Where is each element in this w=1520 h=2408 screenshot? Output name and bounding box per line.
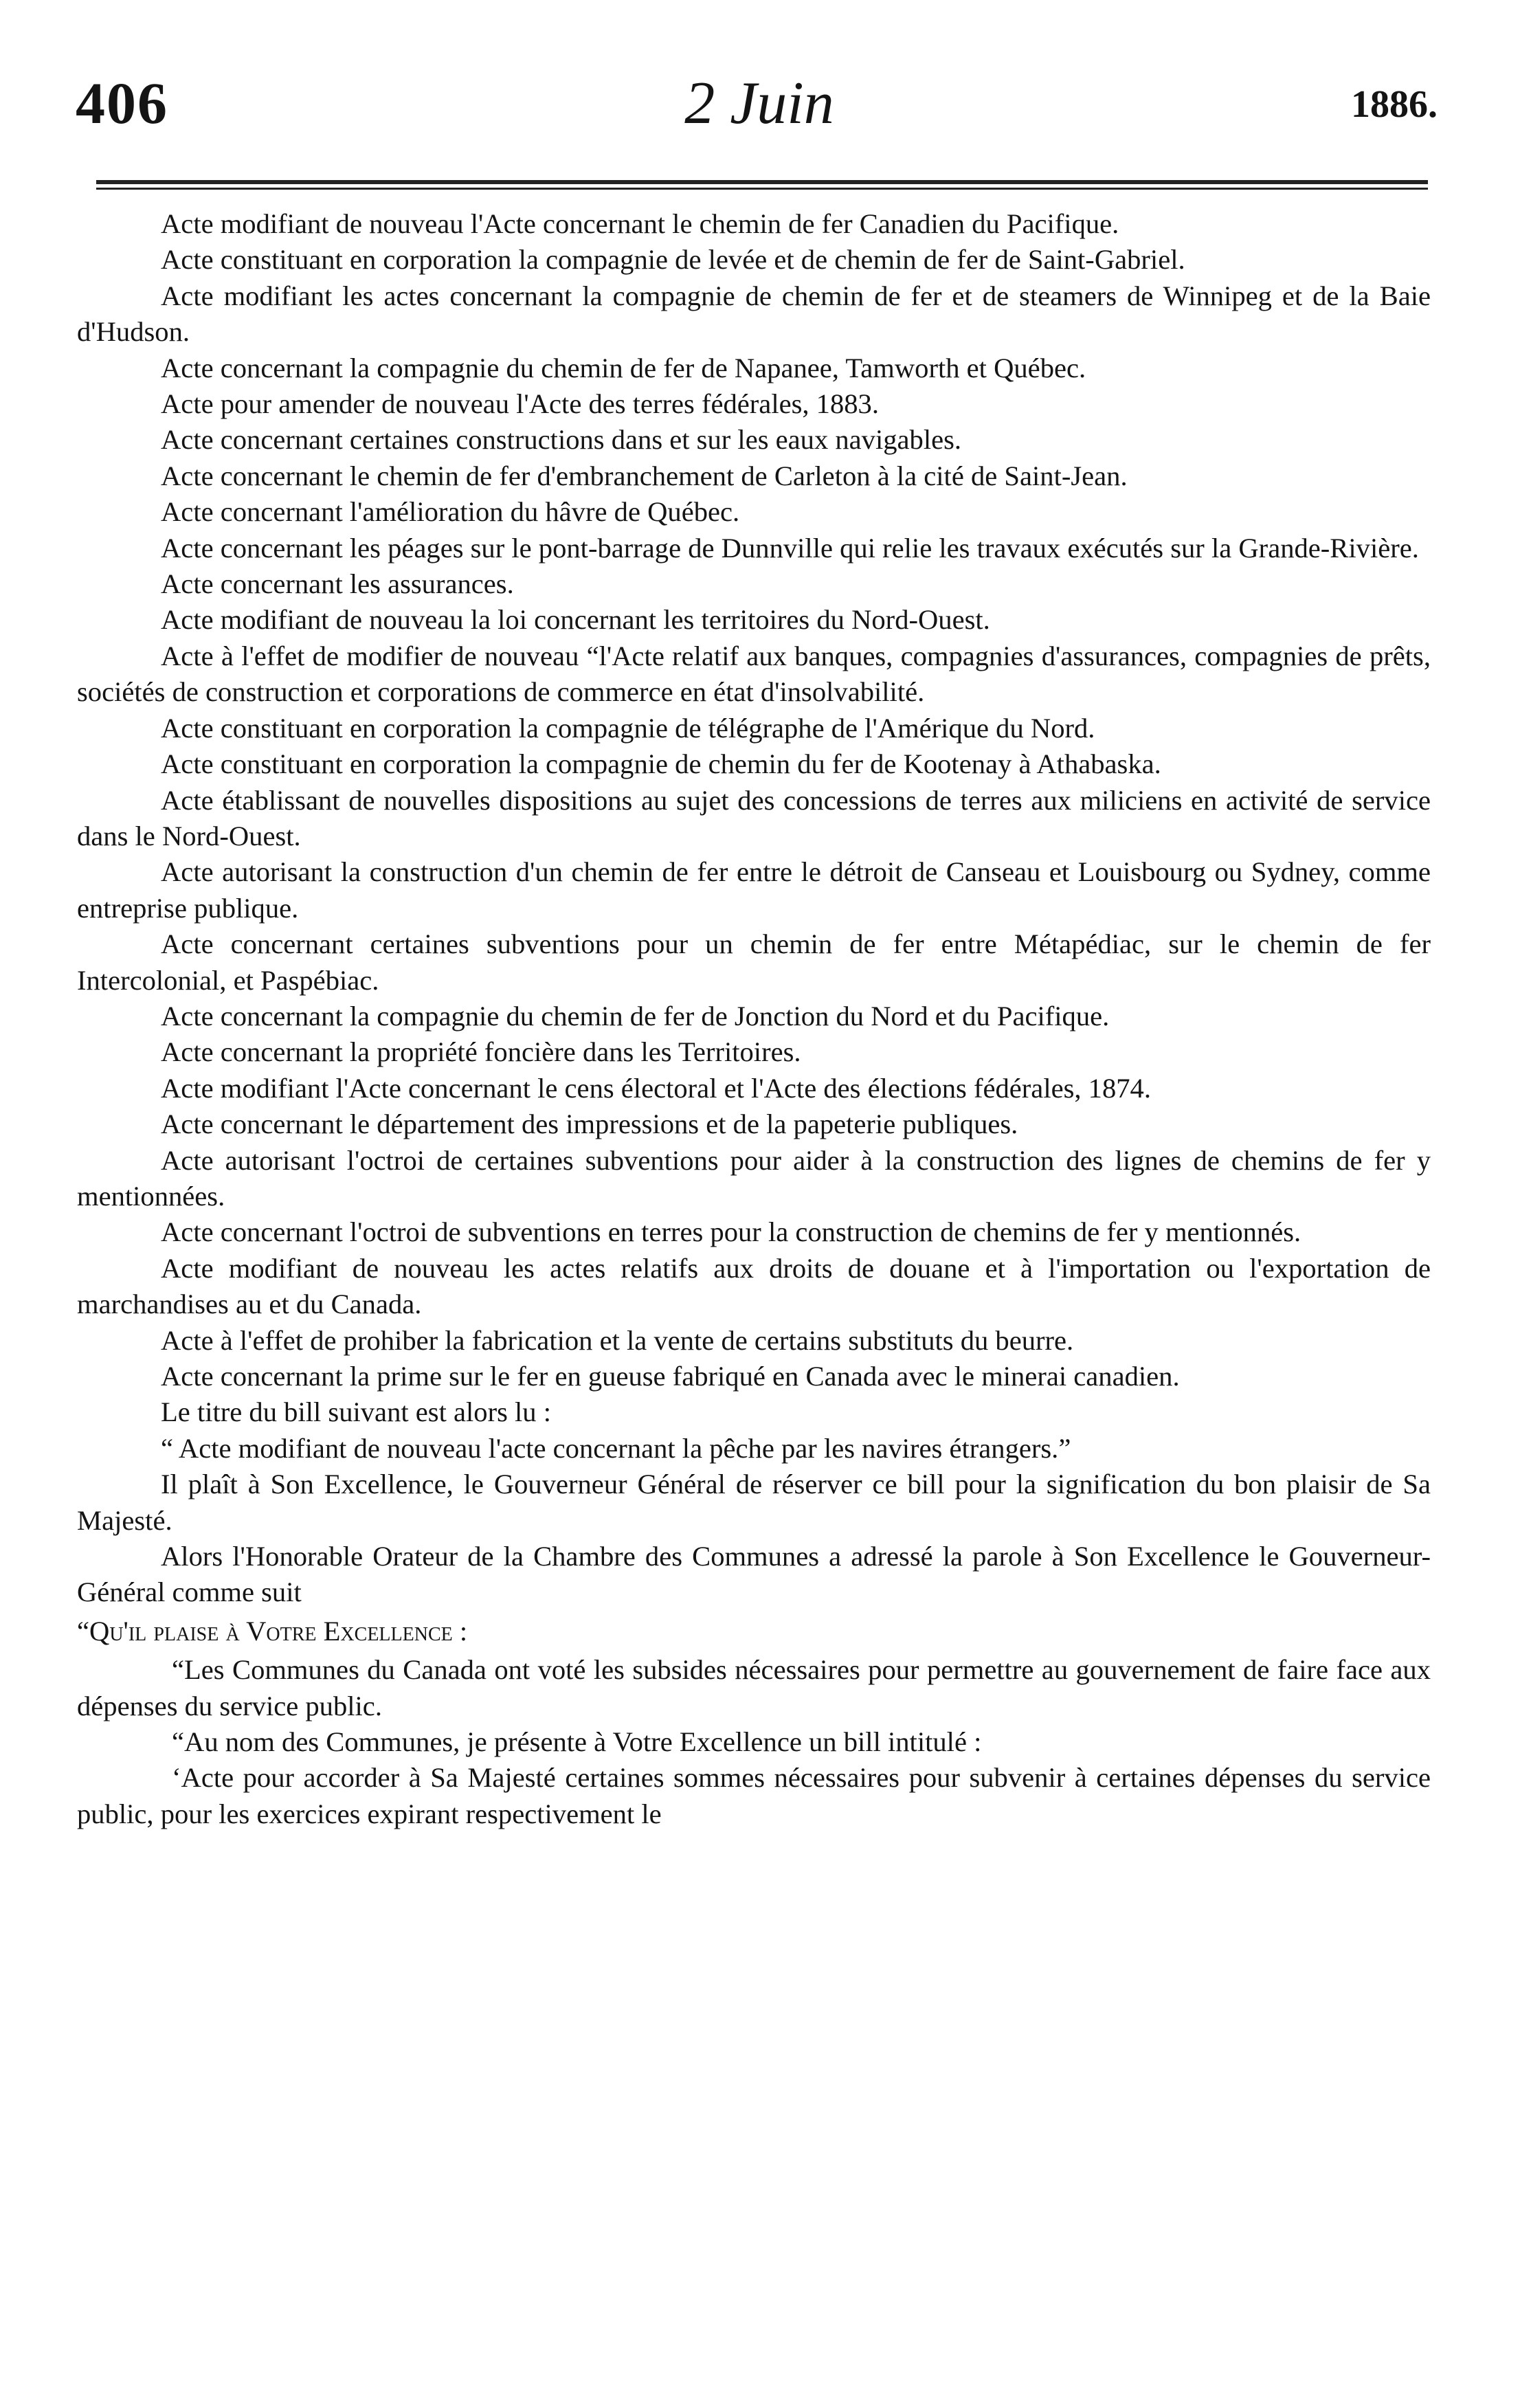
paragraph: Acte concernant l'octroi de subventions en terres pour la construction de chemins de fer y mentionnés. <box>161 1216 1301 1248</box>
header-rule <box>96 180 1428 190</box>
paragraph: Acte concernant certaines subventions pour un chemin de fer entre Métapédiac, sur le chemin de fer Intercolonial, et Paspébiac. <box>77 928 1431 996</box>
paragraph: Acte autorisant la construction d'un chemin de fer entre le détroit de Canseau et Louisbourg ou Sydney, comme entreprise publique. <box>77 856 1431 924</box>
paragraph: Acte constituant en corporation la compagnie de levée et de chemin de fer de Saint-Gabriel. <box>161 244 1185 276</box>
paragraph: Acte modifiant de nouveau la loi concernant les territoires du Nord-Ouest. <box>161 604 990 636</box>
paragraph: Acte à l'effet de modifier de nouveau “l'Acte relatif aux banques, compagnies d'assurances, compagnies de prêts, sociétés de construction et corporations de commerce en état d'insolvabilité. <box>77 640 1431 708</box>
paragraph: Il plaît à Son Excellence, le Gouverneur Général de réserver ce bill pour la signification du bon plaisir de Sa Majesté. <box>77 1469 1431 1536</box>
paragraph: Acte concernant certaines constructions dans et sur les eaux navigables. <box>161 424 962 456</box>
page-header <box>76 69 1443 144</box>
paragraph: Acte constituant en corporation la compagnie de télégraphe de l'Amérique du Nord. <box>161 712 1095 744</box>
paragraph: Acte autorisant l'octroi de certaines subventions pour aider à la construction des lignes de chemins de fer y mentionnées. <box>77 1144 1431 1212</box>
address-heading: “Qu'il plaise à Votre Excellence : <box>77 1615 468 1647</box>
paragraph: Le titre du bill suivant est alors lu : <box>161 1396 551 1428</box>
paragraph: Acte concernant l'amélioration du hâvre de Québec. <box>161 496 740 528</box>
paragraph: Alors l'Honorable Orateur de la Chambre des Communes a adressé la parole à Son Excellence le Gouverneur-Général comme suit <box>77 1541 1431 1608</box>
paragraph: Acte concernant le chemin de fer d'embranchement de Carleton à la cité de Saint-Jean. <box>161 460 1128 491</box>
paragraph: Acte modifiant de nouveau les actes relatifs aux droits de douane et à l'importation ou l'exportation de marchandises au et du Canada. <box>77 1252 1431 1320</box>
paragraph: Acte modifiant les actes concernant la compagnie de chemin de fer et de steamers de Winnipeg et de la Baie d'Hudson. <box>77 280 1431 348</box>
paragraph: Acte établissant de nouvelles dispositions au sujet des concessions de terres aux miliciens en activité de service dans le Nord-Ouest. <box>77 784 1431 851</box>
running-head-date: 2 Juin <box>684 70 834 137</box>
paragraph: Acte concernant la propriété foncière dans les Territoires. <box>161 1036 801 1068</box>
paragraph: Acte constituant en corporation la compagnie de chemin du fer de Kootenay à Athabaska. <box>161 748 1161 780</box>
paragraph: Acte concernant les péages sur le pont-barrage de Dunnville qui relie les travaux exécutés sur la Grande-Rivière. <box>161 532 1419 564</box>
header-year: 1886. <box>1351 83 1438 126</box>
quote-paragraph: “Au nom des Communes, je présente à Votre Excellence un bill intitulé : <box>172 1726 982 1758</box>
body-text <box>77 206 1431 1832</box>
paragraph: Acte modifiant l'Acte concernant le cens électoral et l'Acte des élections fédérales, 1874. <box>161 1072 1151 1104</box>
paragraph: Acte modifiant de nouveau l'Acte concernant le chemin de fer Canadien du Pacifique. <box>161 208 1119 239</box>
paragraph: Acte concernant les assurances. <box>161 568 514 600</box>
quote-paragraph: “Les Communes du Canada ont voté les subsides nécessaires pour permettre au gouvernement de faire face aux dépenses du service public. <box>77 1654 1431 1721</box>
paragraph: Acte concernant la compagnie du chemin de fer de Napanee, Tamworth et Québec. <box>161 352 1086 383</box>
paragraph: “ Acte modifiant de nouveau l'acte concernant la pêche par les navires étrangers.” <box>161 1432 1071 1464</box>
paragraph: Acte concernant la prime sur le fer en gueuse fabriqué en Canada avec le minerai canadien. <box>161 1361 1180 1392</box>
quote-paragraph: ‘Acte pour accorder à Sa Majesté certaines sommes nécessaires pour subvenir à certaines dépenses du service public, pour les exercices expirant respectivement le <box>77 1762 1431 1829</box>
page-number: 406 <box>76 70 168 136</box>
paragraph: Acte concernant la compagnie du chemin de fer de Jonction du Nord et du Pacifique. <box>161 1000 1110 1032</box>
paragraph: Acte à l'effet de prohiber la fabrication et la vente de certains substituts du beurre. <box>161 1324 1074 1356</box>
paragraph: Acte concernant le département des impressions et de la papeterie publiques. <box>161 1108 1018 1140</box>
paragraph: Acte pour amender de nouveau l'Acte des terres fédérales, 1883. <box>161 388 879 420</box>
